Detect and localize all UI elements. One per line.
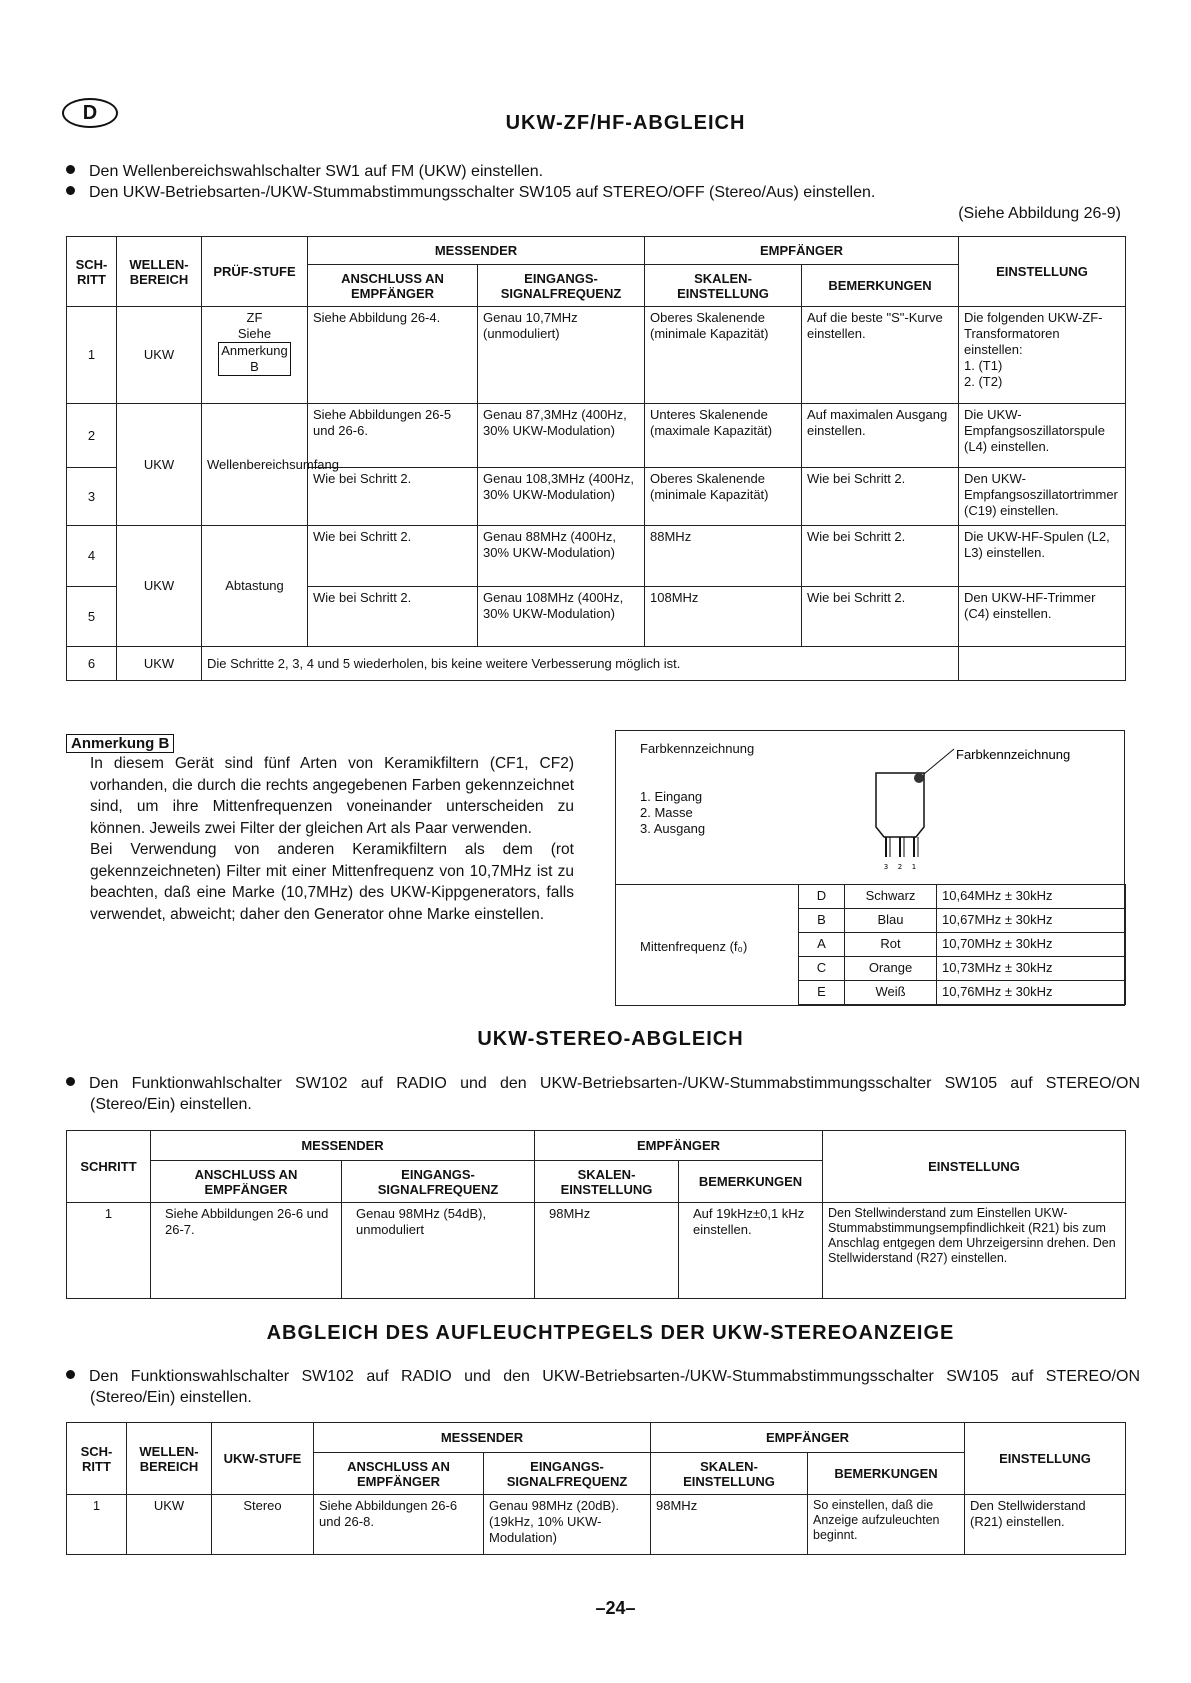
header-schritt: SCH-RITT bbox=[67, 1423, 127, 1495]
header-einstellung: EINSTELLUNG bbox=[823, 1131, 1126, 1203]
header-messender: MESSENDER bbox=[151, 1131, 535, 1161]
dial-cell: 98MHz bbox=[535, 1203, 679, 1299]
header-empfaenger: EMPFÄNGER bbox=[651, 1423, 965, 1453]
table-row bbox=[67, 1203, 1126, 1299]
note-b-title: Anmerkung B bbox=[66, 734, 174, 753]
dial-cell: 108MHz bbox=[645, 587, 802, 647]
note-b-paragraph: Bei Verwendung von anderen Keramikfiltern als dem (rot gekennzeichneten) Filter mit einer Mittenfrequenz von 10,7MHz ist zu beachten, daß eine Marke (10,7MHz) des UKW-Kippgenerators, falls verwendet, abweicht; daher den Generator ohne Marke einstellen. bbox=[90, 841, 574, 923]
adjust-cell: Den UKW-Empfangsoszillatortrimmer (C19) einstellen. bbox=[959, 468, 1126, 526]
frequency-cell: Genau 87,3MHz (400Hz, 30% UKW-Modulation) bbox=[478, 404, 645, 468]
header-skalen: SKALEN-EINSTELLUNG bbox=[645, 265, 802, 307]
pin-number-1: 1 bbox=[911, 863, 917, 871]
connection-cell: Siehe Abbildung 26-4. bbox=[308, 307, 478, 404]
header-anschluss: ANSCHLUSS AN EMPFÄNGER bbox=[314, 1453, 484, 1495]
header-wellenbereich: WELLEN-BEREICH bbox=[127, 1423, 212, 1495]
header-pruefstufe: PRÜF-STUFE bbox=[202, 237, 308, 307]
header-bemerkungen: BEMERKUNGEN bbox=[808, 1453, 965, 1495]
pin-number-2: 2 bbox=[897, 863, 903, 871]
connection-cell: Siehe Abbildungen 26-5 und 26-6. bbox=[308, 404, 478, 468]
pin-legend: 1. Eingang 2. Masse 3. Ausgang bbox=[640, 789, 706, 836]
remark-cell: Auf 19kHz±0,1 kHz einstellen. bbox=[679, 1203, 823, 1299]
adjust-cell: Den Stellwiderstand (R21) einstellen. bbox=[965, 1495, 1126, 1555]
stereo-indicator-table bbox=[66, 1422, 1126, 1555]
adjust-cell: Den Stellwinderstand zum Einstellen UKW-Stummabstimmungsempfindlichkeit (R21) bis zum Anschlag entgegen dem Uhrzeigersinn drehen. Den Stellwiderstand (R27) einstellen. bbox=[823, 1203, 1126, 1299]
frequency-cell: Genau 98MHz (54dB), unmoduliert bbox=[342, 1203, 535, 1299]
band-cell: UKW bbox=[117, 647, 202, 681]
adjust-cell: Den UKW-HF-Trimmer (C4) einstellen. bbox=[959, 587, 1126, 647]
header-bemerkungen: BEMERKUNGEN bbox=[679, 1161, 823, 1203]
table-row bbox=[67, 647, 1126, 681]
band-cell: UKW bbox=[117, 307, 202, 404]
bullet-item: Den Funktionswahlschalter SW102 auf RADIO und den UKW-Betriebsarten-/UKW-Stummabstimmungsschalter SW105 auf STEREO/ON (Stereo/Ein) einstellen. bbox=[66, 1366, 1140, 1408]
band-cell: UKW bbox=[117, 404, 202, 526]
section-title-stereo-indicator: ABGLEICH DES AUFLEUCHTPEGELS DER UKW-STEREOANZEIGE bbox=[266, 1322, 955, 1344]
table-row bbox=[67, 1495, 1126, 1555]
filter-figure bbox=[615, 730, 1125, 1006]
dial-cell: Oberes Skalenende (minimale Kapazität) bbox=[645, 468, 802, 526]
adjust-cell: Die folgenden UKW-ZF-Transformatoren einstellen: 1. (T1) 2. (T2) bbox=[959, 307, 1126, 404]
empty-cell bbox=[959, 647, 1126, 681]
connection-cell: Siehe Abbildungen 26-6 und 26-7. bbox=[151, 1203, 342, 1299]
header-einstellung: EINSTELLUNG bbox=[965, 1423, 1126, 1495]
bullet-item: Den Wellenbereichswahlschalter SW1 auf FM (UKW) einstellen. bbox=[66, 161, 1126, 182]
section-title-zf-hf: UKW-ZF/HF-ABGLEICH bbox=[505, 112, 746, 134]
table-row bbox=[67, 404, 1126, 468]
step-cell: 1 bbox=[67, 1495, 127, 1555]
section-title-stereo: UKW-STEREO-ABGLEICH bbox=[477, 1028, 744, 1050]
frequency-cell: Genau 108,3MHz (400Hz, 30% UKW-Modulation) bbox=[478, 468, 645, 526]
note-reference: Anmerkung B bbox=[218, 342, 290, 376]
table-row: D Schwarz 10,64MHz ± 30kHz bbox=[799, 885, 1126, 909]
remark-cell: Auf maximalen Ausgang einstellen. bbox=[802, 404, 959, 468]
frequency-cell: Genau 108MHz (400Hz, 30% UKW-Modulation) bbox=[478, 587, 645, 647]
bullet-dot-icon bbox=[66, 1370, 75, 1379]
header-bemerkungen: BEMERKUNGEN bbox=[802, 265, 959, 307]
see-figure-note: (Siehe Abbildung 26-9) bbox=[958, 205, 1121, 222]
page-number: –24– bbox=[595, 1598, 636, 1618]
bullet-item: Den Funktionwahlschalter SW102 auf RADIO und den UKW-Betriebsarten-/UKW-Stummabstimmungsschalter SW105 auf STEREO/ON (Stereo/Ein) einstellen. bbox=[66, 1073, 1140, 1115]
dial-cell: 88MHz bbox=[645, 526, 802, 587]
step-cell: 3 bbox=[67, 468, 117, 526]
connection-cell: Wie bei Schritt 2. bbox=[308, 468, 478, 526]
bullet-dot-icon bbox=[66, 1077, 75, 1086]
filter-callout: Farbkennzeichnung bbox=[956, 747, 1071, 762]
filter-label: Farbkennzeichnung bbox=[640, 741, 755, 756]
header-skalen: SKALEN-EINSTELLUNG bbox=[651, 1453, 808, 1495]
adjust-cell: Die UKW-Empfangsoszillatorspule (L4) einstellen. bbox=[959, 404, 1126, 468]
note-b-paragraph: In diesem Gerät sind fünf Arten von Keramikfiltern (CF1, CF2) vorhanden, die durch die rechts angegebenen Farben gekennzeichnet sind, um ihre Mittenfrequenzen voneinander unterscheiden zu können. Jeweils zwei Filter der gleichen Art als Paar verwenden. bbox=[90, 755, 574, 837]
table-row bbox=[67, 307, 1126, 404]
header-messender: MESSENDER bbox=[314, 1423, 651, 1453]
repeat-instruction-cell: Die Schritte 2, 3, 4 und 5 wiederholen, bis keine weitere Verbesserung möglich ist. bbox=[202, 647, 959, 681]
band-cell: UKW bbox=[117, 526, 202, 647]
header-empfaenger: EMPFÄNGER bbox=[645, 237, 959, 265]
adjust-cell: Die UKW-HF-Spulen (L2, L3) einstellen. bbox=[959, 526, 1126, 587]
bullet-dot-icon bbox=[66, 186, 75, 195]
table-row: E Weiß 10,76MHz ± 30kHz bbox=[799, 981, 1126, 1005]
header-skalen: SKALEN-EINSTELLUNG bbox=[535, 1161, 679, 1203]
stage-cell: Abtastung bbox=[202, 526, 308, 647]
filter-color-table bbox=[798, 884, 1126, 1005]
step-cell: 4 bbox=[67, 526, 117, 587]
header-anschluss: ANSCHLUSS AN EMPFÄNGER bbox=[308, 265, 478, 307]
header-anschluss: ANSCHLUSS AN EMPFÄNGER bbox=[151, 1161, 342, 1203]
connection-cell: Wie bei Schritt 2. bbox=[308, 587, 478, 647]
note-b bbox=[66, 734, 574, 925]
remark-cell: Wie bei Schritt 2. bbox=[802, 526, 959, 587]
frequency-cell: Genau 98MHz (20dB). (19kHz, 10% UKW-Modulation) bbox=[484, 1495, 651, 1555]
remark-cell: Wie bei Schritt 2. bbox=[802, 587, 959, 647]
bullet-item: Den UKW-Betriebsarten-/UKW-Stummabstimmungsschalter SW105 auf STEREO/OFF (Stereo/Aus) einstellen. bbox=[66, 182, 1126, 203]
header-ukw-stufe: UKW-STUFE bbox=[212, 1423, 314, 1495]
step-cell: 1 bbox=[67, 307, 117, 404]
zf-hf-table bbox=[66, 236, 1126, 681]
stage-cell: Wellenbereichsumfang bbox=[202, 404, 308, 526]
header-empfaenger: EMPFÄNGER bbox=[535, 1131, 823, 1161]
header-schritt: SCH-RITT bbox=[67, 237, 117, 307]
ceramic-filter-icon bbox=[856, 741, 1116, 871]
band-cell: UKW bbox=[127, 1495, 212, 1555]
header-messender: MESSENDER bbox=[308, 237, 645, 265]
connection-cell: Siehe Abbildungen 26-6 und 26-8. bbox=[314, 1495, 484, 1555]
bullet-dot-icon bbox=[66, 165, 75, 174]
table-row bbox=[67, 526, 1126, 587]
header-eingang: EINGANGS-SIGNALFREQUENZ bbox=[484, 1453, 651, 1495]
stereo-table bbox=[66, 1130, 1126, 1299]
remark-cell: Auf die beste "S"-Kurve einstellen. bbox=[802, 307, 959, 404]
step-cell: 6 bbox=[67, 647, 117, 681]
remark-cell: So einstellen, daß die Anzeige aufzuleuchten beginnt. bbox=[808, 1495, 965, 1555]
stage-cell: Stereo bbox=[212, 1495, 314, 1555]
header-einstellung: EINSTELLUNG bbox=[959, 237, 1126, 307]
dial-cell: 98MHz bbox=[651, 1495, 808, 1555]
connection-cell: Wie bei Schritt 2. bbox=[308, 526, 478, 587]
pin-number-3: 3 bbox=[883, 863, 889, 871]
step-cell: 2 bbox=[67, 404, 117, 468]
step-cell: 1 bbox=[67, 1203, 151, 1299]
table-row: B Blau 10,67MHz ± 30kHz bbox=[799, 909, 1126, 933]
frequency-cell: Genau 10,7MHz (unmoduliert) bbox=[478, 307, 645, 404]
mid-frequency-label: Mittenfrequenz (f₀) bbox=[640, 939, 748, 954]
dial-cell: Unteres Skalenende (maximale Kapazität) bbox=[645, 404, 802, 468]
stage-cell: ZF Siehe Anmerkung B bbox=[202, 307, 308, 404]
header-wellenbereich: WELLEN-BEREICH bbox=[117, 237, 202, 307]
frequency-cell: Genau 88MHz (400Hz, 30% UKW-Modulation) bbox=[478, 526, 645, 587]
header-schritt: SCHRITT bbox=[67, 1131, 151, 1203]
language-badge: D bbox=[62, 98, 118, 128]
remark-cell: Wie bei Schritt 2. bbox=[802, 468, 959, 526]
step-cell: 5 bbox=[67, 587, 117, 647]
table-row: A Rot 10,70MHz ± 30kHz bbox=[799, 933, 1126, 957]
header-eingang: EINGANGS-SIGNALFREQUENZ bbox=[342, 1161, 535, 1203]
table-row: C Orange 10,73MHz ± 30kHz bbox=[799, 957, 1126, 981]
dial-cell: Oberes Skalenende (minimale Kapazität) bbox=[645, 307, 802, 404]
header-eingang: EINGANGS-SIGNALFREQUENZ bbox=[478, 265, 645, 307]
